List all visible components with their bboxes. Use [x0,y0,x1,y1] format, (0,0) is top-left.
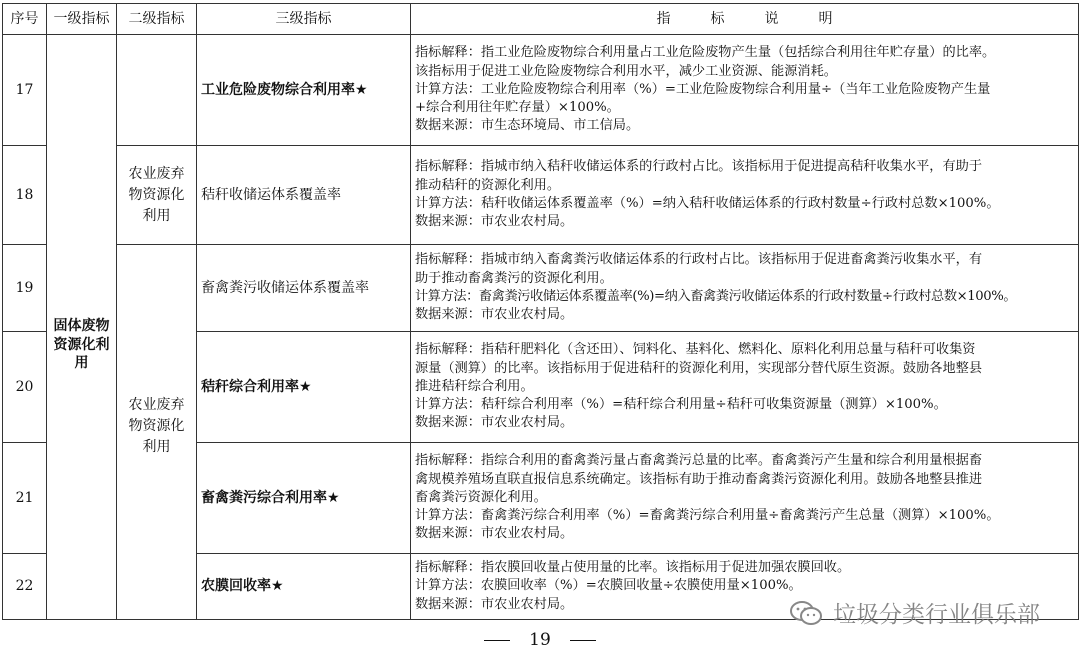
table-row [3,35,1079,146]
row-number: 22 [3,554,47,620]
indicator-description [411,35,1079,146]
desc-line: 计算方法：农膜回收率（%）=农膜回收量÷农膜使用量×100%。 [415,578,802,594]
desc-line: 指标解释：指工业危险废物综合利用量占工业危险废物产生量（包括综合利用往年贮存量）的比率。 [415,45,996,61]
page-footer [0,630,1080,650]
wechat-icon [789,600,823,626]
indicator-table [2,3,1079,620]
level2-empty-cell [117,35,197,146]
desc-line: 畜禽粪污资源化利用。 [415,489,547,505]
level2-label: 农业废弃物资源化利用 [128,397,185,455]
desc-line: 该指标用于促进工业危险废物综合利用水平，减少工业资源、能源消耗。 [415,63,837,79]
table-header-row [3,4,1079,35]
header-level3: 三级指标 [197,4,411,35]
desc-line: 助于推动畜禽粪污的资源化利用。 [415,270,613,286]
desc-line: 源量（测算）的比率。该指标用于促进秸秆的资源化利用，实现部分替代原生资源。鼓励各地整县 [415,360,983,376]
row-number: 21 [3,443,47,554]
header-desc: 指标说明 [411,4,1079,35]
indicator-description [411,332,1079,443]
table-row [3,146,1079,245]
desc-line: 指标解释：指城市纳入畜禽粪污收储运体系的行政村占比。该指标用于促进畜禽粪污收集水平，有 [415,252,983,268]
level3-indicator: 秸秆收储运体系覆盖率 [197,146,411,245]
level2-cell [117,245,197,620]
desc-line: 指标解释：指城市纳入秸秆收储运体系的行政村占比。该指标用于促进提高秸秆收集水平，有助于 [415,159,983,175]
desc-line: 计算方法：畜禽粪污综合利用率（%）=畜禽粪污综合利用量÷畜禽粪污产生总量（测算）×100%。 [415,508,1000,524]
row-number: 17 [3,35,47,146]
row-number: 19 [3,245,47,332]
desc-line: 数据来源：市农业农村局。 [415,214,574,230]
indicator-description [411,146,1079,245]
desc-line: 计算方法：秸秆综合利用率（%）=秸秆综合利用量÷秸秆可收集资源量（测算）×100%。 [415,397,947,413]
watermark [789,596,1040,629]
row-number: 18 [3,146,47,245]
level2-cell: 农业废弃物资源化利用 [117,146,197,245]
indicator-description [411,245,1079,332]
footer-dash-left [484,640,510,641]
row-number: 20 [3,332,47,443]
watermark-text: 垃圾分类行业俱乐部 [833,602,1040,628]
indicator-description [411,443,1079,554]
level3-indicator: 工业危险废物综合利用率★ [197,35,411,146]
desc-line: 推动秸秆的资源化利用。 [415,177,561,193]
level1-label: 固体废物资源化利用 [53,318,110,372]
level1-cell [47,35,117,620]
desc-line: 数据来源：市生态环境局、市工信局。 [415,118,640,134]
desc-line: 计算方法：工业危险废物综合利用率（%）=工业危险废物综合利用量÷（当年工业危险废物产生量 [415,81,991,97]
level3-indicator: 秸秆综合利用率★ [197,332,411,443]
desc-line: 数据来源：市农业农村局。 [415,526,574,542]
page-number: 19 [529,630,551,650]
level3-indicator: 畜禽粪污综合利用率★ [197,443,411,554]
desc-line: 数据来源：市农业农村局。 [415,415,574,431]
table-row [3,245,1079,332]
header-num: 序号 [3,4,47,35]
desc-line: 计算方法：畜禽粪污收储运体系覆盖率(%)=纳入畜禽粪污收储运体系的行政村数量÷行政村总数×100%。 [415,289,1017,304]
desc-line: 禽规模养殖场直联直报信息系统确定。该指标有助于推动畜禽粪污资源化利用。鼓励各地整县推进 [415,471,983,487]
desc-line: 数据来源：市农业农村局。 [415,596,574,612]
desc-line: 指标解释：指秸秆肥料化（含还田）、饲料化、基料化、燃料化、原料化利用总量与秸秆可收集资 [415,342,976,358]
level3-indicator: 畜禽粪污收储运体系覆盖率 [197,245,411,332]
desc-line: +综合利用往年贮存量）×100%。 [415,100,620,116]
header-level1: 一级指标 [47,4,117,35]
level3-indicator: 农膜回收率★ [197,554,411,620]
desc-line: 指标解释：指综合利用的畜禽粪污量占畜禽粪污总量的比率。畜禽粪污产生量和综合利用量根据畜 [415,453,983,469]
desc-line: 数据来源：市农业农村局。 [415,307,574,323]
desc-line: 指标解释：指农膜回收量占使用量的比率。该指标用于促进加强农膜回收。 [415,560,851,576]
footer-dash-right [570,640,596,641]
desc-line: 推进秸秆综合利用。 [415,378,534,394]
desc-line: 计算方法：秸秆收储运体系覆盖率（%）=纳入秸秆收储运体系的行政村数量÷行政村总数×100%。 [415,196,1000,211]
header-level2: 二级指标 [117,4,197,35]
